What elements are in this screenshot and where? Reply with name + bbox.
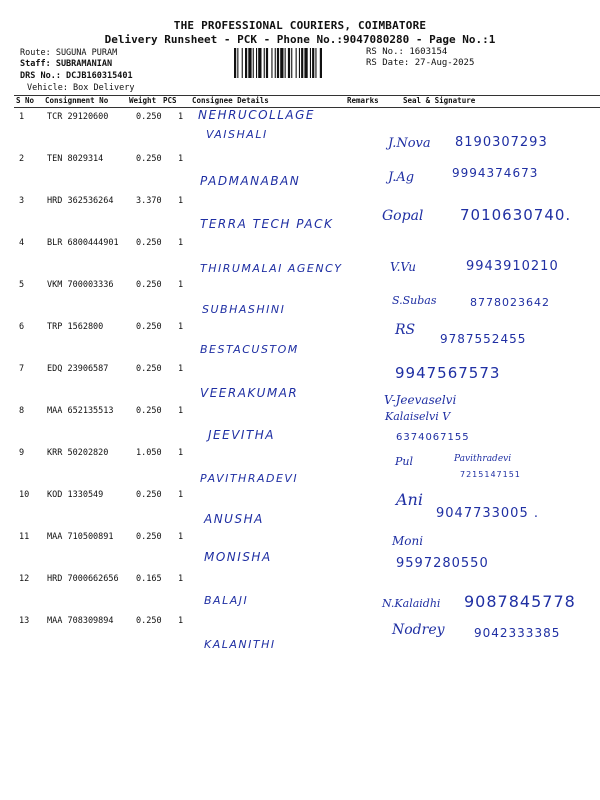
row-weight: 0.250 xyxy=(136,322,162,332)
barcode xyxy=(234,48,362,78)
barcode-bar xyxy=(258,48,261,78)
drs-label: DRS No.: DCJB160315401 xyxy=(20,71,133,81)
receiver-phone: 9994374673 xyxy=(452,166,539,180)
row-consignment: BLR 6800444901 xyxy=(47,238,119,248)
col-weight: Weight xyxy=(129,96,157,105)
barcode-bar xyxy=(304,48,307,78)
consignee-handwriting: MONISHA xyxy=(204,550,272,564)
row-weight: 0.250 xyxy=(136,238,162,248)
consignee-handwriting: KALANITHI xyxy=(204,638,276,651)
receiver-phone: 9087845778 xyxy=(464,592,576,611)
row-weight: 0.250 xyxy=(136,112,162,122)
rs-number: RS No.: 1603154 xyxy=(366,47,448,57)
table-row xyxy=(0,406,600,448)
row-sno: 2 xyxy=(19,154,25,164)
route-label: Route: SUGUNA PURAM xyxy=(20,48,118,58)
barcode-bar xyxy=(280,48,283,78)
row-pcs: 1 xyxy=(178,406,184,416)
row-pcs: 1 xyxy=(178,616,184,626)
row-consignment: TEN 8029314 xyxy=(47,154,104,164)
row-weight: 0.250 xyxy=(136,154,162,164)
staff-label: Staff: SUBRAMANIAN xyxy=(20,59,113,69)
barcode-bar xyxy=(242,48,243,78)
receiver-phone: 6374067155 xyxy=(396,432,470,443)
row-pcs: 1 xyxy=(178,196,184,206)
receiver-phone: 9943910210 xyxy=(466,259,559,274)
barcode-bar xyxy=(301,48,303,78)
barcode-bar xyxy=(271,48,272,78)
signature-scribble: Pul xyxy=(395,455,414,468)
row-sno: 1 xyxy=(19,112,25,122)
row-consignment: HRD 362536264 xyxy=(47,196,114,206)
consignee-handwriting: JEEVITHA xyxy=(208,428,276,442)
row-consignment: MAA 708309894 xyxy=(47,616,114,626)
row-pcs: 1 xyxy=(178,532,184,542)
row-pcs: 1 xyxy=(178,448,184,458)
barcode-bar xyxy=(266,48,268,78)
barcode-bar xyxy=(264,48,265,78)
barcode-bar xyxy=(320,48,322,78)
runsheet-subtitle: Delivery Runsheet - PCK - Phone No.:9047080280 - Page No.:1 xyxy=(104,33,496,46)
barcode-bar xyxy=(296,48,297,78)
row-pcs: 1 xyxy=(178,574,184,584)
consignee-handwriting: TERRA TECH PACK xyxy=(200,217,334,231)
row-pcs: 1 xyxy=(178,154,184,164)
receiver-phone: 9042333385 xyxy=(474,626,561,640)
row-sno: 13 xyxy=(19,616,30,626)
row-weight: 0.165 xyxy=(136,574,162,584)
row-consignment: TCR 29120600 xyxy=(47,112,109,122)
row-sno: 4 xyxy=(19,238,25,248)
signature: RS xyxy=(395,322,416,338)
row-sno: 11 xyxy=(19,532,30,542)
col-consignee: Consignee Details xyxy=(192,96,269,105)
signature-scribble: Kalaiselvi V xyxy=(385,410,451,423)
row-consignment: VKM 700003336 xyxy=(47,280,114,290)
row-weight: 0.250 xyxy=(136,406,162,416)
barcode-bar xyxy=(315,48,316,78)
row-sno: 10 xyxy=(19,490,30,500)
row-sno: 9 xyxy=(19,448,25,458)
row-weight: 0.250 xyxy=(136,532,162,542)
barcode-bar xyxy=(291,48,292,78)
header-rule-top xyxy=(14,95,600,96)
row-pcs: 1 xyxy=(178,364,184,374)
consignee-handwriting: SUBHASHINI xyxy=(202,303,286,316)
row-pcs: 1 xyxy=(178,238,184,248)
row-weight: 0.250 xyxy=(136,280,162,290)
row-sno: 8 xyxy=(19,406,25,416)
signature: Ani xyxy=(396,490,423,509)
barcode-bar xyxy=(237,48,238,78)
signature: Nodrey xyxy=(392,622,445,638)
signature: S.Subas xyxy=(392,294,437,307)
col-pcs: PCS xyxy=(163,96,177,105)
barcode-bar xyxy=(299,48,300,78)
barcode-bar xyxy=(310,48,311,78)
col-remarks: Remarks xyxy=(347,96,379,105)
consignee-handwriting: BESTACUSTOM xyxy=(200,343,299,356)
row-sno: 5 xyxy=(19,280,25,290)
consignee-handwriting: THIRUMALAI AGENCY xyxy=(200,262,343,275)
barcode-bar xyxy=(248,48,251,78)
rs-date: RS Date: 27-Aug-2025 xyxy=(366,58,475,68)
row-pcs: 1 xyxy=(178,280,184,290)
consignee-handwriting: ANUSHA xyxy=(204,512,264,526)
row-weight: 0.250 xyxy=(136,616,162,626)
consignee-handwriting: VEERAKUMAR xyxy=(200,386,299,400)
col-sno: S No xyxy=(16,96,35,105)
company-title: THE PROFESSIONAL COURIERS, COIMBATORE xyxy=(173,19,427,32)
row-consignment: MAA 710500891 xyxy=(47,532,114,542)
signature: N.Kalaidhi xyxy=(382,597,441,610)
receiver-phone: 8778023642 xyxy=(470,296,550,309)
receiver-phone: 9947567573 xyxy=(395,364,501,382)
row-sno: 7 xyxy=(19,364,25,374)
table-row xyxy=(0,532,600,574)
signature: Gopal xyxy=(382,208,424,224)
barcode-bar xyxy=(285,48,286,78)
signature: J.Ag xyxy=(388,170,415,185)
row-weight: 0.250 xyxy=(136,490,162,500)
consignee-handwriting: BALAJI xyxy=(204,594,249,607)
receiver-phone: 7215147151 xyxy=(460,470,521,479)
col-seal: Seal & Signature xyxy=(403,96,476,105)
row-consignment: MAA 652135513 xyxy=(47,406,114,416)
consignee-handwriting: PADMANABAN xyxy=(200,174,301,188)
consignee-handwriting: NEHRUCOLLAGE xyxy=(198,108,315,122)
table-row xyxy=(0,364,600,406)
barcode-bar xyxy=(253,48,254,78)
barcode-bar xyxy=(277,48,279,78)
row-pcs: 1 xyxy=(178,490,184,500)
row-pcs: 1 xyxy=(178,322,184,332)
signature: V.Vu xyxy=(390,260,417,274)
row-consignment: KRR 50202820 xyxy=(47,448,109,458)
barcode-bar xyxy=(245,48,247,78)
barcode-bar xyxy=(256,48,257,78)
rs-info xyxy=(366,47,474,69)
barcode-bar xyxy=(275,48,276,78)
receiver-phone: 9047733005 . xyxy=(436,506,539,521)
row-pcs: 1 xyxy=(178,112,184,122)
signature: V-Jeevaselvi xyxy=(384,393,457,407)
row-weight: 1.050 xyxy=(136,448,162,458)
receiver-phone: 9787552455 xyxy=(440,332,527,346)
signature: Moni xyxy=(392,534,424,548)
row-weight: 0.250 xyxy=(136,364,162,374)
receiver-phone: 8190307293 xyxy=(455,135,548,150)
consignee-handwriting: VAISHALI xyxy=(206,128,268,141)
receiver-phone: 7010630740. xyxy=(460,206,572,224)
col-consignment: Consignment No xyxy=(45,96,109,105)
row-sno: 6 xyxy=(19,322,25,332)
barcode-bar xyxy=(234,48,236,78)
row-consignment: HRD 7000662656 xyxy=(47,574,119,584)
row-consignment: EDQ 23906587 xyxy=(47,364,109,374)
barcode-bar xyxy=(312,48,314,78)
barcode-bar xyxy=(288,48,290,78)
row-sno: 12 xyxy=(19,574,30,584)
row-weight: 3.370 xyxy=(136,196,162,206)
consignee-handwriting: PAVITHRADEVI xyxy=(200,472,299,485)
vehicle-label: Vehicle: Box Delivery xyxy=(27,83,135,93)
signature: Pavithradevi xyxy=(454,454,512,464)
row-consignment: KOD 1330549 xyxy=(47,490,104,500)
row-sno: 3 xyxy=(19,196,25,206)
signature: J.Nova xyxy=(388,136,431,151)
row-consignment: TRP 1562800 xyxy=(47,322,104,332)
receiver-phone: 9597280550 xyxy=(396,556,489,571)
